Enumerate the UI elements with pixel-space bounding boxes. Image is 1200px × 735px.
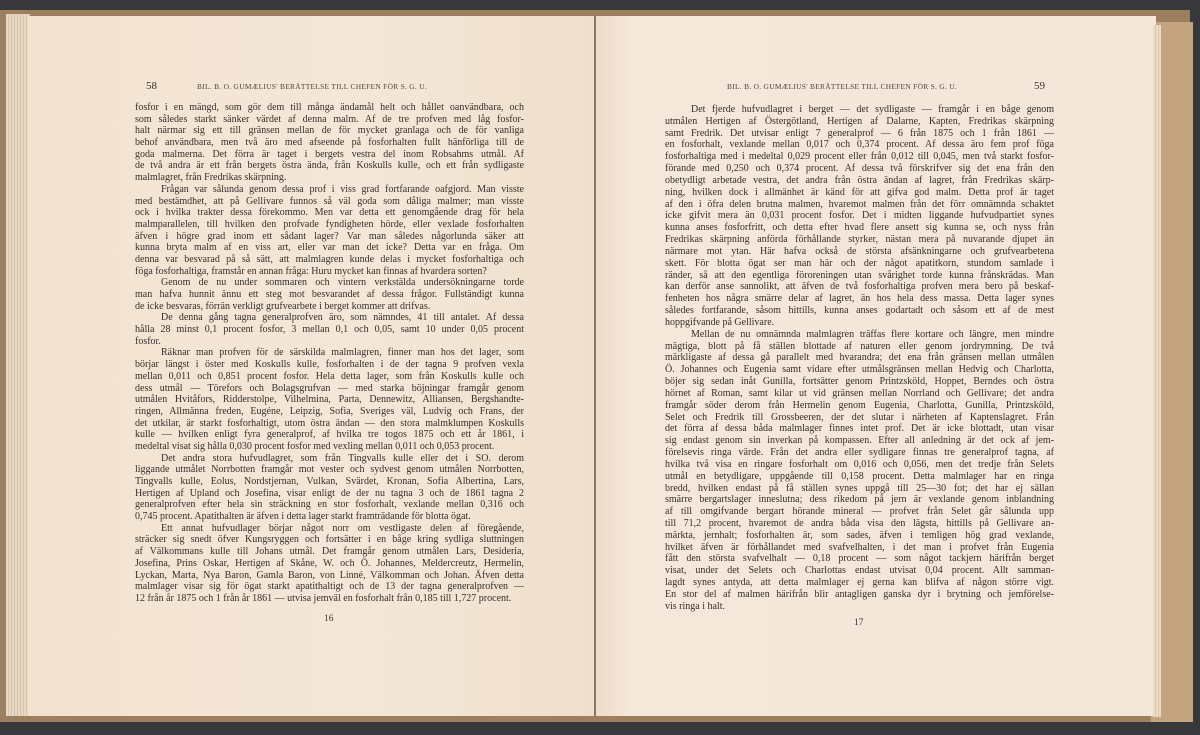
text-line: ock i hvilka trakter dessa förekommo. Men var detta ett genomgående drag för hela — [135, 207, 524, 219]
text-line: skett. För blotta ögat ser man här och der något apatitkorn, stundom samlade i — [665, 257, 1054, 269]
text-line: kan derför anse sannolikt, att äfven de två fosforhaltiga profven mera bero på beskaf- — [665, 281, 1054, 293]
text-line: fosfor i en mängd, som gör dem till många ändamål helt och hållet oanvändbara, och — [135, 102, 524, 113]
text-line: halt närmar sig ett till gränsen mellan de för mycket granlaga och de för vanliga — [135, 125, 524, 137]
text-line: malmlager visar sig för ögat starkt apatithaltigt och de 13 der tagna generalprofven — — [135, 581, 524, 593]
text-line: föga fosforhaltiga, framstår en annan fråga: Huru mycket kan finnas af hvardera sorten? — [135, 265, 487, 277]
text-line: mellan 0,011 och 0,851 procent fosfor. Hela detta lager, som från Koskulls kulle och — [135, 370, 524, 382]
page-number-left: 58 — [146, 80, 157, 92]
paragraph — [135, 312, 524, 347]
text-line: utmål en betydligare, uppgående till 0,158 procent. Detta malmlager har en ringa — [665, 470, 1054, 482]
text-line: Josefina, Prins Oskar, Hertigen af Skåne, W. och Ö. Johannes, Meldercreutz, Hermelin, — [135, 557, 524, 569]
paragraph — [135, 184, 524, 278]
text-line: Det andra stora hufvudlagret, som från Tingvalls kulle eller det i SO. derom — [161, 452, 524, 464]
text-line: äfven i högre grad inom ett sådant lager? Var man således någorlunda säker att — [135, 230, 524, 242]
text-line: hörnet af Roman, samt kilar ut vid gränsen mellan Norrland och Gellivare; det andra — [665, 387, 1054, 399]
text-line: Tingvalls kulle, Eolus, Nordstjernan, Vulkan, Svärdet, Kronan, Sofia Albertina, Lars, — [135, 476, 524, 487]
text-line: af den i öfra delen brutna malmen, hvaremot malmen från det förr omnämnda schaktet — [665, 198, 1054, 210]
text-line: hoppgifvande på Gellivare. — [665, 316, 775, 328]
footer-signature-right: 17 — [854, 618, 864, 628]
text-line: obetydligt arbetade vestra, det andra från östra ändan af lagret, från Fredrikas skärp- — [665, 174, 1054, 186]
text-line: förande med 0,250 och 0,374 procent. Af dessa två förskrifver sig det ena från den — [665, 163, 1054, 175]
text-line: ränder, så att den egentliga föroreningen utan svårighet torde kunna frånskrädas. Man — [665, 269, 1054, 281]
text-line: framgår söder derom från Hermelin genom Eugenia, Charlotta, Gunilla, Printzsköld, — [665, 399, 1054, 411]
text-line: Selet och Fredrik till Grossbeeren, der det slutar i närheten af Kaptenslagret. Från — [665, 411, 1054, 423]
text-line: malmlagret, från Fredrikas skärpning. — [135, 172, 287, 184]
text-line: börjar längst i öster med Koskulls kulle, fosforhalten i de der tagna 9 profven vexla — [135, 359, 524, 371]
text-line: märkligaste af dessa gå parallelt med hvarandra; det ena från gränsen mellan utmålen — [665, 352, 1054, 364]
page-edges-left — [6, 14, 30, 716]
text-line: närmare mot ytan. Här hafva också de största afsänkningarne och grufvearbetena — [665, 245, 1054, 257]
text-line: goda malmerna. Det förra är taget i bergets vestra del inom Robsahms utmål. Af — [135, 148, 524, 160]
text-line: utmålen Hvitåfors, Ridderstolpe, Vilhelmina, Parta, Dennewitz, Alliansen, Bergshandte- — [135, 394, 524, 406]
paragraph — [135, 102, 524, 184]
text-line: 0,745 procent. Apatithalten är äfven i detta lager starkt framträdande för blotta ögat. — [135, 511, 471, 523]
text-line: Ett annat hufvudlager börjar något norr om vestligaste delen af föregående, — [161, 522, 524, 534]
text-line: fenheten hos några smärre delar af lagret, än hos hela dess massa. Detta lager synes — [665, 293, 1054, 305]
text-line: smärre bergartslager inneslutna; dess rikedom på jern är vexlande genom inblandning — [665, 494, 1054, 506]
text-line: vis ringa i halt. — [665, 600, 725, 612]
text-line: de två andra är ett från bergets östra ända, från Koskulls kulle, och ett från sydligaste — [135, 160, 524, 172]
text-line: Ö. Johannes och Eugenia samt vidare efter utmålsgränsen mellan Hedvig och Charlotta, — [665, 364, 1054, 376]
text-line: kunna bryta malm af en viss art, eller var man det icke? Detta var en fråga. Om — [135, 242, 524, 254]
paragraph — [135, 277, 524, 312]
text-line: en fosforhalt, vexlande mellan 0,017 och 0,374 procent. Af dessa äro fem prof föga — [665, 139, 1054, 151]
text-line: fått den största svafvelhalt — 0,18 procent — som något tackjern härifrån berget — [665, 553, 1054, 565]
text-line: 12 från år 1875 och 1 från år 1861 — utvisa jemväl en fosforhalt från 0,185 till 1,727 procent. — [135, 592, 512, 604]
text-line: malmparallelen, till hvilken den profvade fyndigheten hörde, eller vexlade fosforhalten — [135, 218, 524, 230]
left-page-body — [135, 102, 524, 605]
text-line: utmålen Hertigen af Östergötland, Hertigen af Dalarne, Kapten, Fredrikas skärpning — [665, 115, 1054, 127]
text-line: Fredrikas skärpning anförda förhållande styrker, nästan mera på nuvarande djupet än — [665, 234, 1054, 246]
footer-signature-left: 16 — [324, 614, 334, 624]
paragraph — [665, 329, 1054, 613]
text-line: märkta, jernhalt; fosforhalten är, som sades, äfven i temligen hög grad vexlande, — [665, 529, 1054, 541]
text-line: samt Fredrik. Det utvisar enligt 7 generalprof — 6 från 1875 och 1 från 1861 — — [665, 127, 1054, 139]
text-line: Mellan de nu omnämnda malmlagren träffas flere kortare och längre, men mindre — [691, 328, 1054, 340]
text-line: Det fjerde hufvudlagret i berget — det sydligaste — framgår i en båge genom — [691, 104, 1054, 115]
paragraph — [135, 347, 524, 452]
text-line: De denna gång tagna generalprofven äro, som nämndes, 41 till antalet. Af dessa — [161, 312, 524, 324]
text-line: af Välkommans kulle till Johans utmål. Det framgår genom utmålen Lars, Desideria, — [135, 546, 524, 558]
text-line: Frågan var sålunda genom dessa prof i viss grad fortfarande oafgjord. Man visste — [161, 183, 524, 195]
text-line: Genom de nu under sommaren och vintern verkstälda undersökningarne torde — [161, 277, 524, 289]
running-head-right: BIL. B. O. GUMÆLIUS' BERÄTTELSE TILL CHEFEN FÖR S. G. U. — [727, 82, 958, 91]
text-line: Räknar man profven för de särskilda malmlagren, finner man hos det lager, som — [161, 347, 524, 359]
text-line: de icke besvaras, förrän verkligt grufvearbete i berget kommer att drifvas. — [135, 300, 431, 312]
paragraph — [135, 523, 524, 605]
text-line: ringen, Allmänna freden, Eugéne, Leipzig, Sofia, Sveriges väl, Ludvig och Frans, der — [135, 405, 524, 417]
text-line: af till omgifvande bergart hörande mineral — profvet från Selet går sålunda upp — [665, 506, 1054, 518]
text-line: denna var besvarad på så sätt, att malmlagren kunde delas i mycket fosforhaltiga och — [135, 253, 524, 265]
text-line: behof användbara, men två äro med afseende på fosforhalten fullt hänförliga till de — [135, 137, 524, 149]
text-line: fosforhaltiga med i medeltal 0,029 procent eller från 0,012 till 0,045, men två starkt fosfor- — [665, 151, 1054, 163]
right-page-body — [665, 104, 1054, 613]
text-line: sträcker sig snedt öfver Kungsryggen och fortsätter i en båge kring sydliga sluttningen — [135, 534, 524, 546]
text-line: hvilka två visa en ringare fosforhalt om 0,016 och 0,056, men det tredje från Selets — [665, 458, 1054, 470]
text-line: Lyckan, Marta, Nya Baron, Gamla Baron, von Linné, Välkomman och Johan. Äfven detta — [135, 569, 524, 581]
text-line: kunna anses fosforfritt, och detta efter hvad flere ansett sig kunna se, och nyss från — [665, 222, 1054, 234]
text-line: böjer sig sedan inåt Gunilla, fortsätter genom Printzsköld, Hoppet, Berndes och östra — [665, 376, 1054, 388]
text-line: lagdt synes antyda, att detta malmlager ej gerna kan blifva af någon större vigt. — [665, 577, 1054, 589]
page-number-right: 59 — [1034, 80, 1045, 92]
text-line: Hertigen af Upland och Josefina, visar enligt de der nu tagna 3 och de 1861 tagna 2 — [135, 487, 524, 499]
text-line: med bestämdhet, att på Gellivare funnos så väl goda som dåliga malmer; man visste — [135, 195, 524, 207]
text-line: fosfor. — [135, 335, 161, 347]
text-line: kulle — hvilken enligt fyra generalprof, af hvilka tre togos 1875 och ett år 1861, i — [135, 429, 524, 441]
text-line: mägtiga, blott på få ställen blottade af naturen eller genom jordrymning. De två — [665, 340, 1054, 352]
text-line: man hafva hunnit ännu ett steg mot besvarandet af dessa frågor. Fullständigt kunna — [135, 289, 524, 300]
text-line: hålla 28 minst 0,1 procent fosfor, 3 mellan 0,1 och 0,05, samt 10 under 0,05 procent — [135, 324, 524, 336]
text-line: förelsevis ringa värde. Från det andra eller sydligare finnas tre generalprof tagna, af — [665, 447, 1054, 459]
page-edges-right — [1153, 25, 1161, 717]
paragraph — [665, 104, 1054, 329]
text-line: som således starkt sänker värdet af denna malm. Af de tre profven med låg fosfor- — [135, 113, 524, 125]
book-gutter — [594, 16, 596, 716]
text-line: det utkilar, är starkt fosforhaltigt, utom östra ändan — den stora malmklumpen Koskulls — [135, 417, 524, 429]
text-line: det förra af dessa båda malmlager finnes intet prof. Det är icke blottadt, utan visar — [665, 423, 1054, 435]
text-line: icke gifvit mera än 0,031 procent fosfor. Det i midten liggande hufvudpartiet synes — [665, 210, 1054, 222]
text-line: bredd, hvilken endast på få ställen synes uppgå till 25—30 fot; det har ej sällan — [665, 482, 1054, 494]
paragraph — [135, 453, 524, 523]
text-line: visat, under det Selets och Charlottas endast utvisat 0,04 procent. Allt samman- — [665, 565, 1054, 577]
running-head-left: BIL. B. O. GUMÆLIUS' BERÄTTELSE TILL CHEFEN FÖR S. G. U. — [197, 82, 428, 91]
text-line: dess utmål — Törefors och Bolagsgrufvan — med starka böjningar framgår genom — [135, 382, 524, 394]
text-line: således fortfarande, såsom hittills, kunna anses godartadt och såsom ett af de mest — [665, 305, 1054, 317]
text-line: medeltal visat sig hålla 0,030 procent fosfor med vexling mellan 0,011 och 0,053 procent. — [135, 440, 495, 452]
text-line: hvilket äfven är förhållandet med svafvelhalten, i det man i profvet från Eugenia — [665, 541, 1054, 553]
text-line: liggande utmålet Norrbotten framgår mot vester och sydvest genom utmålen Norrbotten, — [135, 464, 524, 476]
text-line: till 71,2 procent, hvaremot de andra båda visa den lägsta, hittills på Gellivare an- — [665, 517, 1054, 529]
text-line: sig endast genom sin inverkan på kompassen. Efter all anledning är det ock af jem- — [665, 435, 1054, 447]
text-line: En stor del af malmen härifrån blir antagligen ganska dyr i brytning och jemförelse- — [665, 588, 1054, 600]
text-line: ning, hvilken dock i allmänhet är känd för att gifva god malm. Detta prof är taget — [665, 186, 1054, 198]
text-line: generalprofven efter hela sin sträckning en stor fosforhalt, vexlande mellan 0,316 och — [135, 499, 524, 511]
